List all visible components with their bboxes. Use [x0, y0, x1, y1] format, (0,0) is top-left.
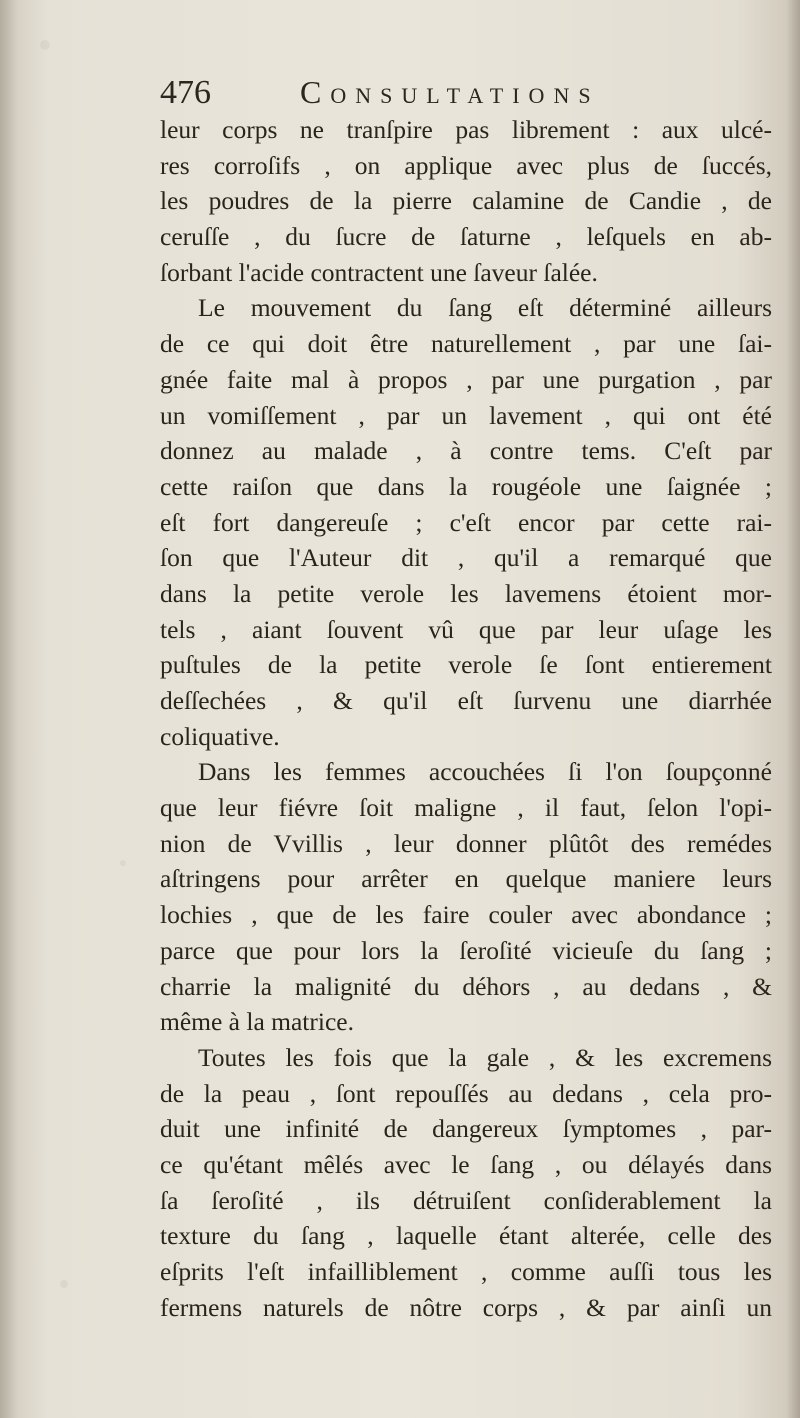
text-line: de la peau , ſont repouſſés au dedans , cela pro- — [160, 1078, 772, 1108]
text-line: Dans les femmes accouchées ſi l'on ſoupçonné — [198, 757, 772, 787]
paper-spot — [120, 860, 126, 866]
text-line: même à la matrice. — [160, 1007, 354, 1037]
text-line: leur corps ne tranſpire pas librement : aux ulcé- — [160, 115, 772, 144]
running-head: Consultations — [300, 74, 600, 110]
page-header — [160, 70, 720, 116]
text-line: nion de Vvillis , leur donner plûtôt des remédes — [160, 828, 772, 858]
text-line: texture du ſang , laquelle étant alterée, celle des — [160, 1221, 772, 1251]
page-number: 476 — [160, 74, 211, 111]
text-line: eſt fort dangereuſe ; c'eſt encor par cette rai- — [160, 507, 772, 537]
text-line: charrie la malignité du déhors , au dedans , & — [160, 971, 772, 1001]
text-line: dans la petite verole les lavemens étoient mor- — [160, 578, 772, 608]
text-line: ſorbant l'acide contractent une ſaveur ſalée. — [160, 257, 598, 287]
paper-spot — [40, 40, 50, 50]
text-line: que leur fiévre ſoit maligne , il faut, ſelon l'opi- — [160, 793, 772, 823]
text-line: res corroſifs , on applique avec plus de ſuccés, — [160, 150, 772, 180]
paper-spot — [60, 1280, 68, 1288]
text-line: parce que pour lors la ſeroſité vicieuſe du ſang ; — [160, 935, 772, 965]
text-line: ce qu'étant mêlés avec le ſang , ou délayés dans — [160, 1149, 772, 1179]
text-line: un vomiſſement , par un lavement , qui ont été — [160, 400, 772, 430]
binding-shadow — [0, 0, 18, 1418]
text-line: lochies , que de les faire couler avec abondance ; — [160, 900, 772, 930]
text-line: fermens naturels de nôtre corps , & par ainſi un — [160, 1292, 772, 1322]
text-line: coliquative. — [160, 721, 280, 751]
text-line: donnez au malade , à contre tems. C'eſt par — [160, 436, 772, 466]
body-text — [160, 112, 772, 1325]
text-line: duit une infinité de dangereux ſymptomes , par- — [160, 1114, 772, 1144]
text-line: cette raiſon que dans la rougéole une ſaignée ; — [160, 471, 772, 501]
text-line: Le mouvement du ſang eſt déterminé ailleurs — [198, 293, 772, 323]
text-line: les poudres de la pierre calamine de Candie , de — [160, 186, 772, 216]
text-line: tels , aiant ſouvent vû que par leur uſage les — [160, 614, 772, 644]
text-line: ceruſſe , du ſucre de ſaturne , leſquels en ab- — [160, 222, 772, 252]
text-line: aſtringens pour arrêter en quelque maniere leurs — [160, 864, 772, 894]
text-line: de ce qui doit être naturellement , par une ſai- — [160, 329, 772, 359]
text-line: gnée faite mal à propos , par une purgation , par — [160, 364, 772, 394]
text-line: deſſechées , & qu'il eſt ſurvenu une diarrhée — [160, 686, 772, 715]
text-line: Toutes les fois que la gale , & les excremens — [198, 1042, 772, 1072]
text-line: ſa ſeroſité , ils détruiſent conſiderablement la — [160, 1185, 772, 1215]
text-line: puſtules de la petite verole ſe ſont entierement — [160, 650, 772, 680]
text-line: eſprits l'eſt infailliblement , comme auſſi tous les — [160, 1257, 772, 1286]
text-line: ſon que l'Auteur dit , qu'il a remarqué que — [160, 543, 772, 573]
page-edge-shadow — [786, 0, 800, 1418]
